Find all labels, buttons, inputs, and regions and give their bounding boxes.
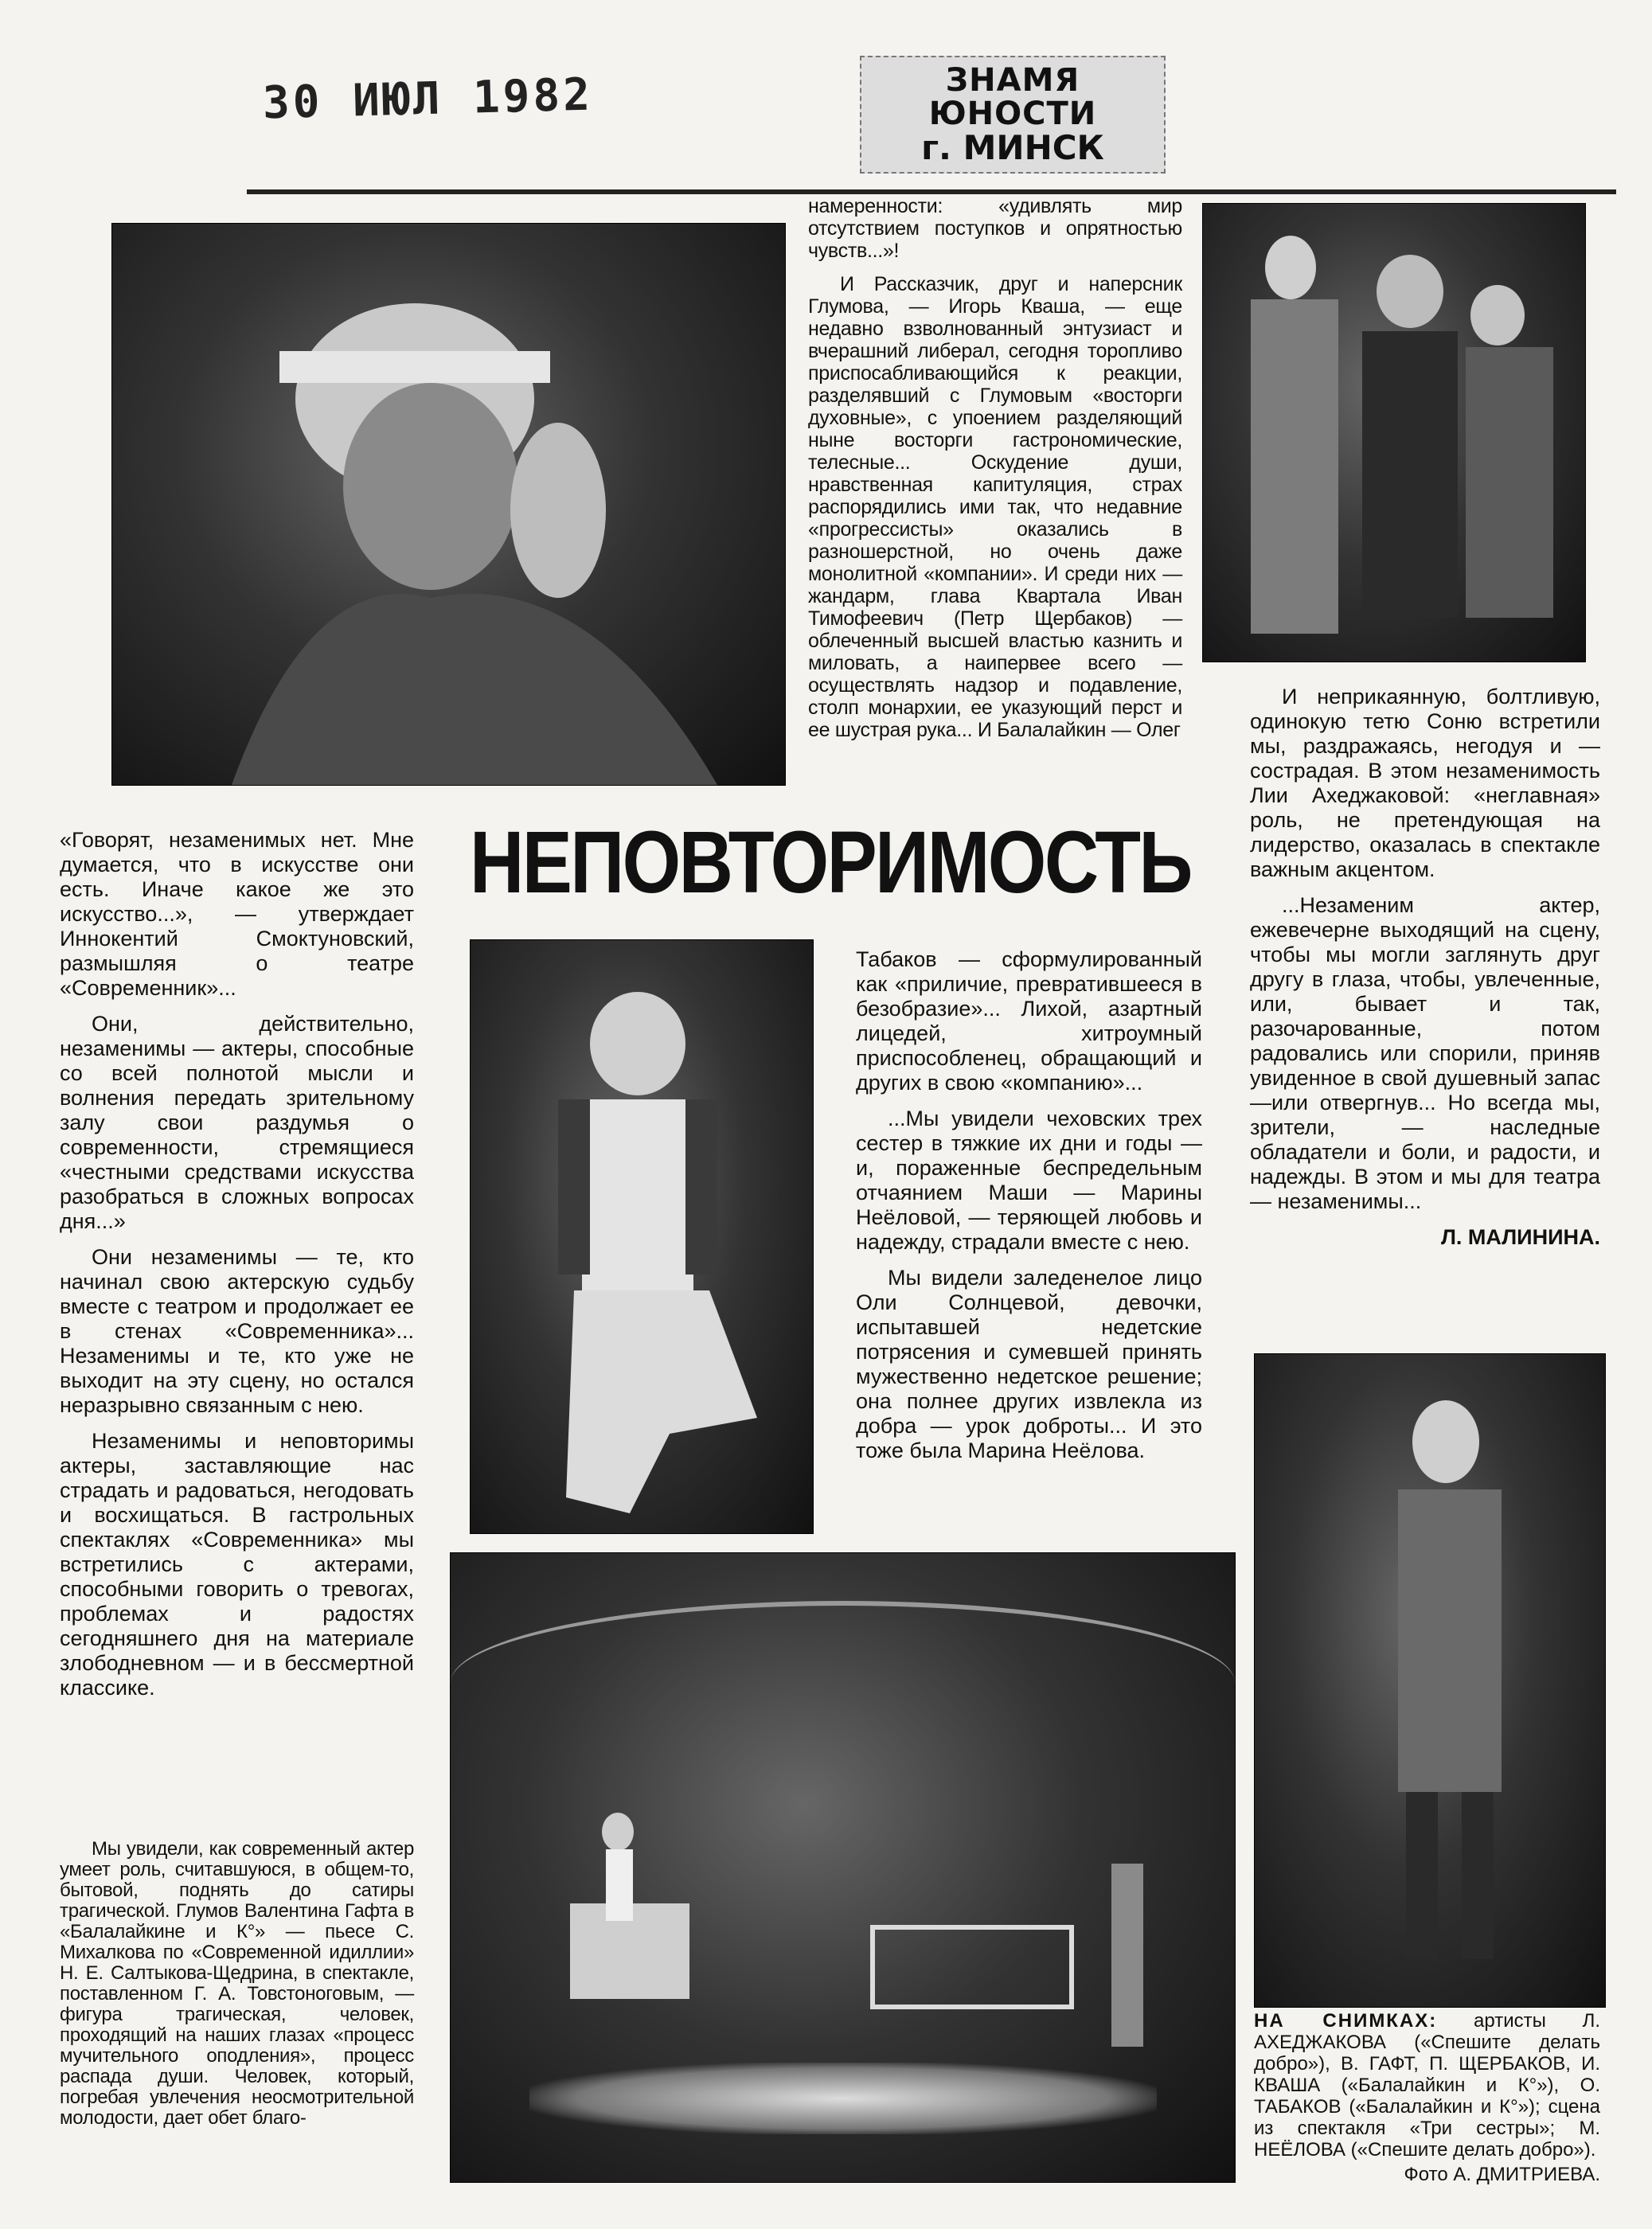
paragraph: Они незаменимы — те, кто начинал свою актерскую судьбу вместе с театром и продолжает ее в стенах «Современника»... Незаменимы и те, кто уже не выходит на эту сцену, но остался неразрывно связанным с нею.	[60, 1245, 414, 1417]
paragraph: Мы видели заледенелое лицо Оли Солнцевой, девочки, испытавшей недетские потрясения и сумевшей принять мужественно недетское решение; она полнее других извлекла из добра — урок доброты... И это тоже была Марина Неёлова.	[856, 1266, 1202, 1462]
photo-gaft-shcherbakov-kvasha	[1202, 203, 1586, 662]
photo-three-sisters-scene	[450, 1552, 1236, 2183]
photo-akhedzhakova-figure	[112, 224, 785, 785]
article-column-left	[60, 828, 414, 1712]
photo-tabakov	[470, 939, 814, 1534]
paragraph: И Рассказчик, друг и наперсник Глумова, — Игорь Кваша, — еще недавно взволнованный энтузиаст и вчерашний либерал, сегодня торопливо приспосабливающийся к реакции, разделявший с Глумовым «восторги духовные», с упоением разделяющий ныне восторги гастрономические, телесные... Оскудение души, нравственная капитуляция, страх распорядились ими так, что недавние «прогрессисты» оказались в разношерстной, но очень даже монолитной «компании». И среди них — жандарм, глава Квартала Иван Тимофеевич (Петр Щербаков) — облеченный высшей властью казнить и миловать, а наипервее всего — осуществлять надзор и подавление, столп монархии, ее указующий перст и ее шустрая рука... И Балалайкин — Олег	[808, 273, 1182, 741]
photo-neelova	[1254, 1353, 1606, 2008]
author-signature: Л. МАЛИНИНА.	[1440, 1225, 1600, 1249]
article-column-right	[1250, 685, 1600, 1250]
photo-three-men-figures	[1203, 204, 1585, 662]
top-rule	[247, 189, 1616, 194]
paragraph: ...Мы увидели чеховских трех сестер в тяжкие их дни и годы — и, пораженные беспредельным отчаянием Маши — Марины Неёловой, — теряющей любовь и надежду, страдали вместе с нею.	[856, 1107, 1202, 1254]
article-column-left-bottom	[60, 1839, 414, 2140]
article-column-middle	[856, 947, 1202, 1474]
date-stamp: 30 ИЮЛ 1982	[262, 68, 594, 130]
paragraph: Незаменимы и неповторимы актеры, заставляющие нас страдать и радоваться, негодовать и восхищаться. В гастрольных спектаклях «Современника» мы встретились с актерами, способными говорить о тревогах, проблемах и радостях сегодняшнего дня на материале злободневном — и в бессмертной классике.	[60, 1429, 414, 1700]
paragraph: ...Незаменим актер, ежевечерне выходящий на сцену, чтобы мы могли заглянуть друг другу в глаза, чтобы, увлеченные, или, бывает и так, разочарованные, потом радовались или спорили, приняв увиденное в свой душевный запас—или отвергнув... Но всегда мы, зрители, — наследные обладатели и боли, и радости, и надежды. В этом и мы для театра — незаменимы...	[1250, 893, 1600, 1213]
photo-akhedzhakova	[111, 223, 786, 786]
caption-lead: НА СНИМКАХ:	[1254, 2010, 1438, 2032]
photo-caption	[1254, 2010, 1600, 2185]
newspaper-stamp	[860, 56, 1166, 174]
photo-credit: Фото А. ДМИТРИЕВА.	[1404, 2164, 1600, 2185]
paragraph: И неприкаянную, болтливую, одинокую тетю Соню встретили мы, раздражаясь, негодуя и — сострадая. В этом незаменимость Лии Ахеджаковой: «неглавная» роль, не претендующая на лидерство, оказалась в спектакле важным акцентом.	[1250, 685, 1600, 881]
photo-tabakov-figure	[471, 940, 813, 1533]
caption-text: артисты Л. АХЕДЖАКОВА («Спешите делать добро»), В. ГАФТ, П. ЩЕРБАКОВ, И. КВАША («Балалайкин и К°»), О. ТАБАКОВ («Балалайкин и К°»); сцена из спектакля «Три сестры»; М. НЕЁЛОВА («Спешите делать добро»).	[1254, 2010, 1601, 2161]
paragraph: Они, действительно, незаменимы — актеры, способные со всей полнотой мысли и волнения передать зрительному залу свои раздумья о современности, стремящиеся «честными средствами искусства разобраться в сложных вопросах дня...»	[60, 1012, 414, 1233]
photo-neelova-figure	[1255, 1354, 1605, 2007]
paragraph: Табаков — сформулированный как «приличие, превратившееся в безобразие»... Лихой, азартный лицедей, хитроумный приспособленец, обращающий и других в свою «компанию»...	[856, 947, 1202, 1095]
paragraph: Мы увидели, как современный актер умеет роль, считавшуюся, в общем-то, бытовой, поднять до сатиры трагической. Глумов Валентина Гафта в «Балалайкине и К°» — пьесе С. Михалкова по «Современной идиллии» Н. Е. Салтыкова-Щедрина, в спектакле, поставленном Г. А. Товстоноговым, — фигура трагическая, человек, проходящий на наших глазах «процесс мучительного оподления», процесс распада души. Человек, который, погребая увлечения неосмотрительной молодости, дает обет благо-	[60, 1838, 414, 2129]
paragraph: «Говорят, незаменимых нет. Мне думается, что в искусстве они есть. Иначе какое же это искусство...», — утверждает Иннокентий Смоктуновский, размышляя о театре «Современник»...	[60, 828, 414, 1000]
newspaper-city: г. МИНСК	[921, 128, 1104, 167]
paragraph: намеренности: «удивлять мир отсутствием поступков и опрятностью чувств...»!	[808, 195, 1182, 262]
stage-props	[451, 1553, 1235, 2182]
article-headline: НЕПОВТОРИМОСТЬ	[470, 814, 1191, 912]
newspaper-name: ЗНАМЯ ЮНОСТИ	[928, 62, 1097, 132]
article-column-top-center	[808, 195, 1182, 752]
